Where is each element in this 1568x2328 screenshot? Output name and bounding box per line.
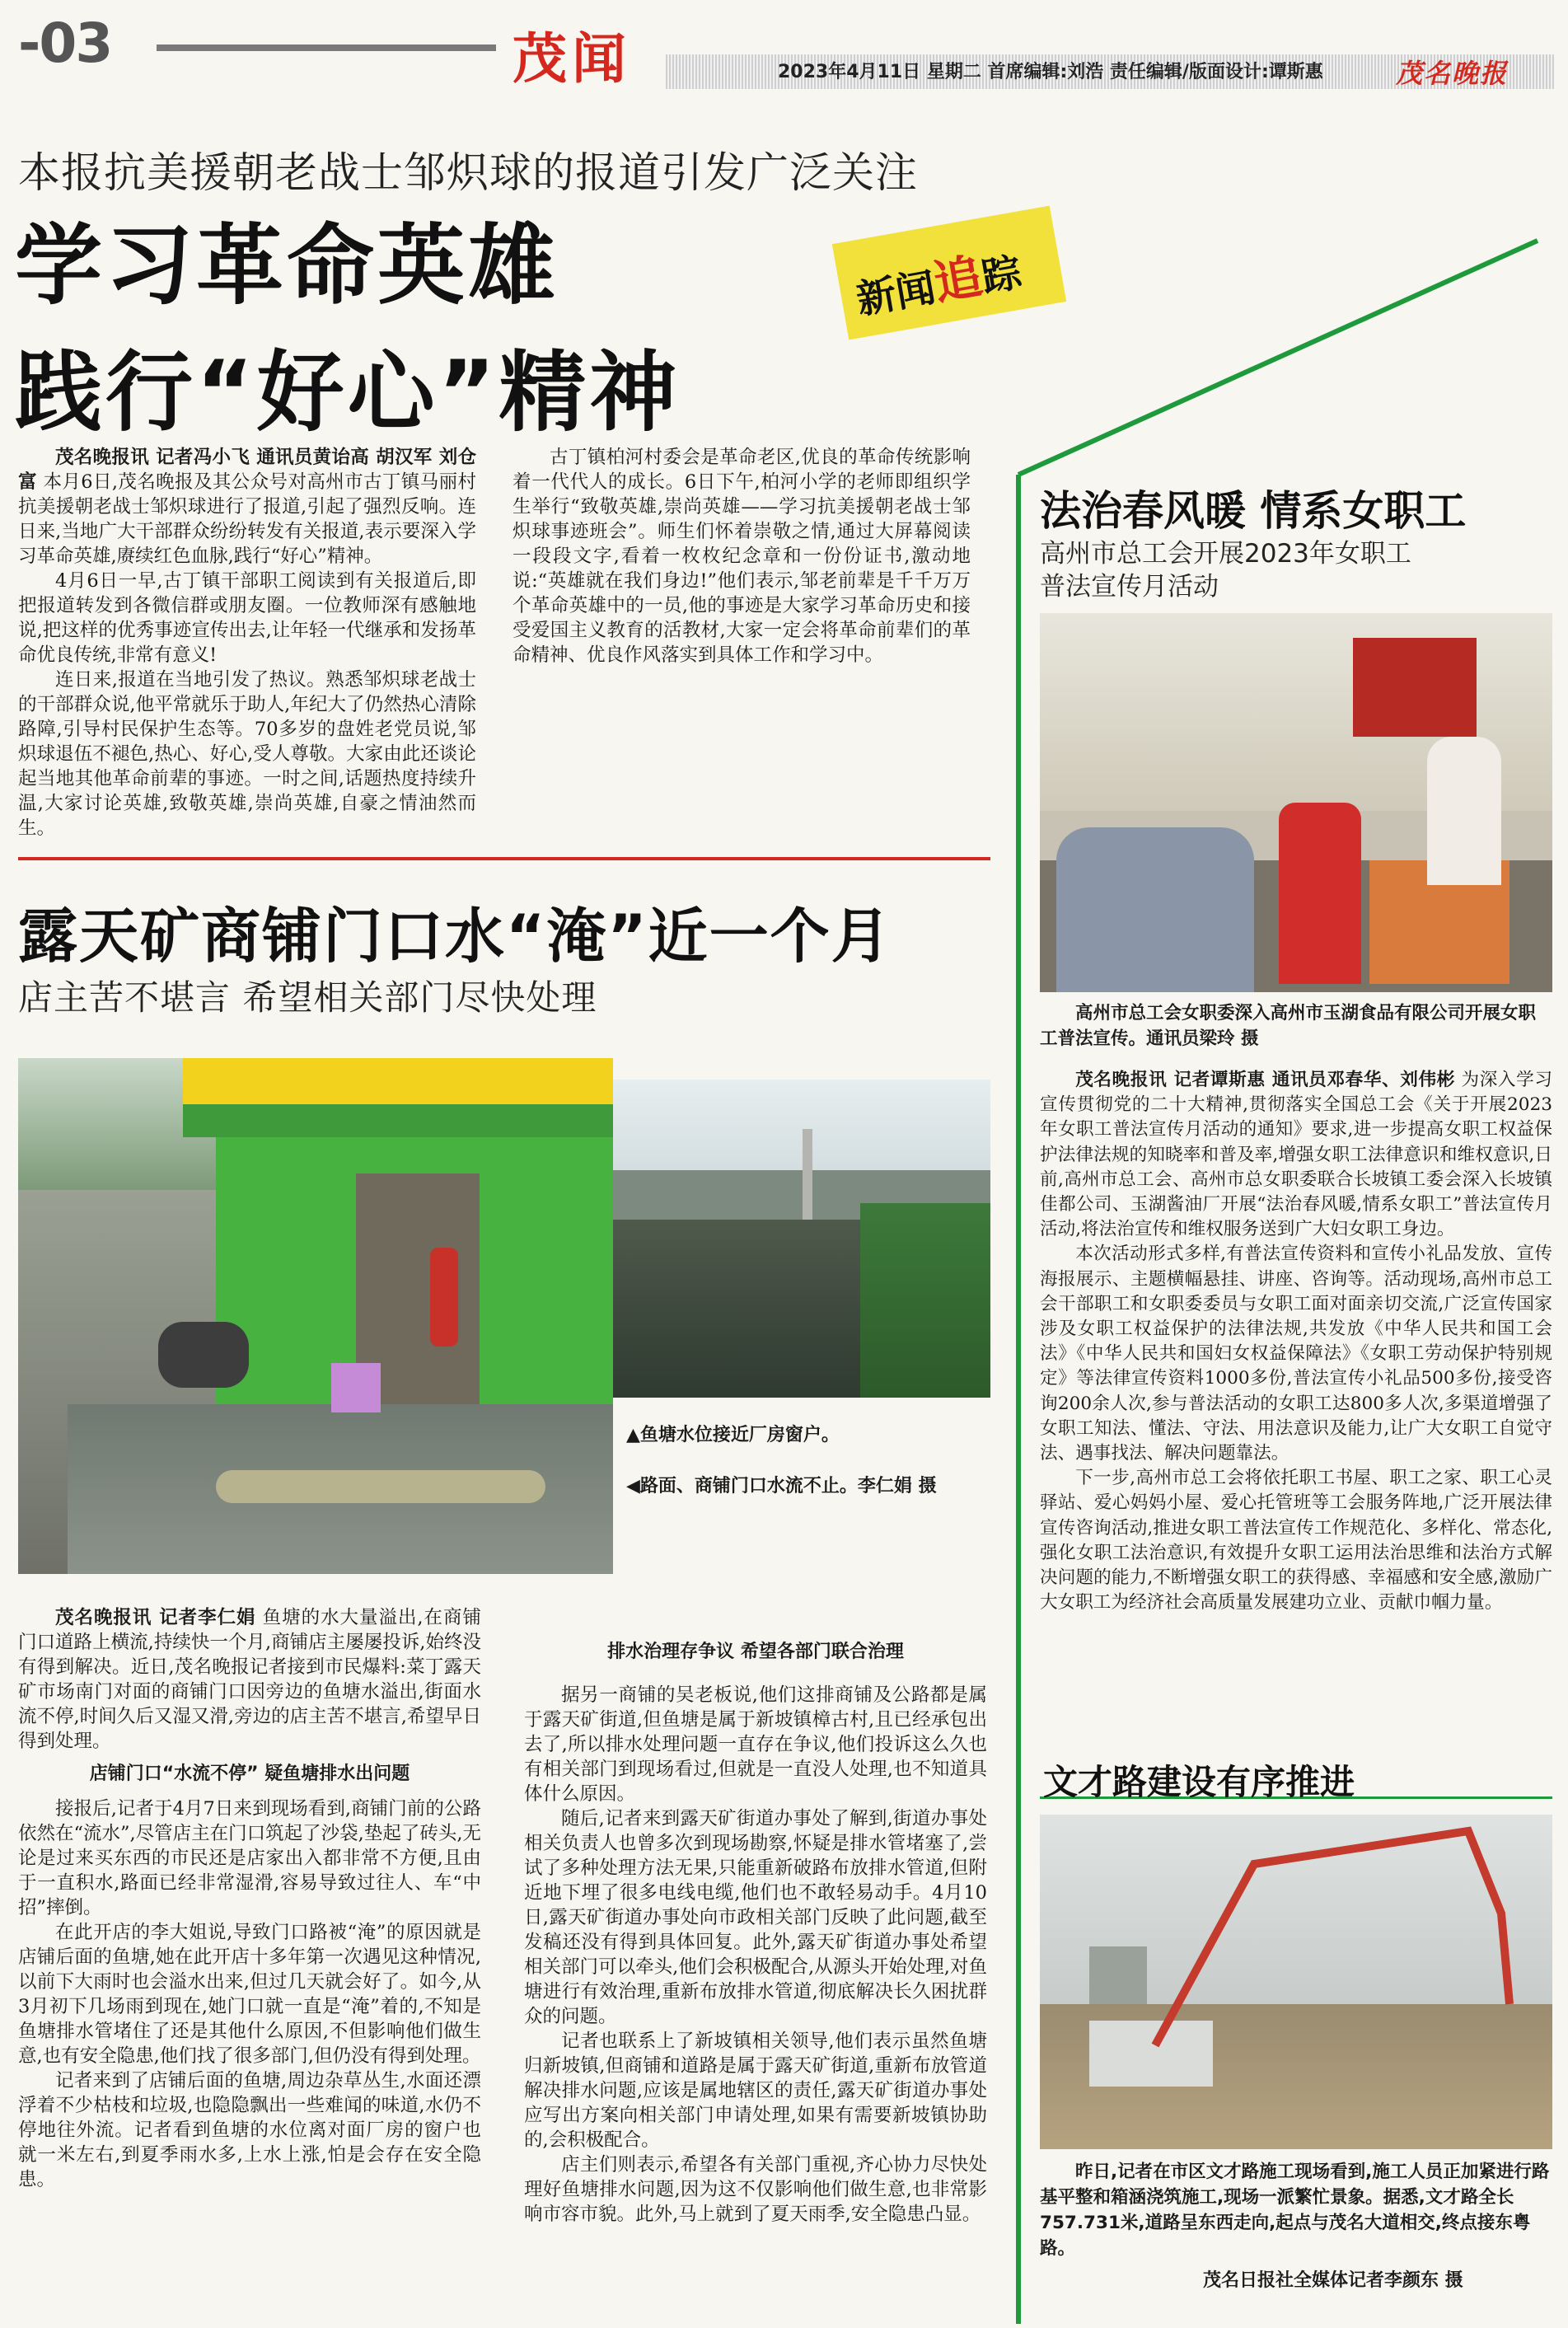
- story2-para-7: 记者也联系上了新坡镇相关领导,他们表示虽然鱼塘归新坡镇,但商铺和道路是属于露天矿街道,重新布放管道解决排水问题,应该是属地辖区的责任,露天矿街道办事处应写出方案向相关部门申请处理,如果有需要新坡镇协助的,会积极配合。: [524, 2031, 987, 2151]
- story2-subhead: 店主苦不堪言 希望相关部门尽快处理: [18, 977, 597, 1018]
- story2-para-3: 在此开店的李大姐说,导致门口路被“淹”的原因就是店铺后面的鱼塘,她在此开店十多年第一次遇见这种情况,以前下大雨时也会溢水出来,但过几天就会好了。如今,从3月初下几场雨到现在,她门口就一直是“淹”着的,不知是鱼塘排水管堵住了还是其他什么原因,不但影响他们做生意,也有安全隐患,他们找了很多部门,但仍没有得到处理。: [18, 1922, 481, 2067]
- story2-para-1: 鱼塘的水大量溢出,在商铺门口道路上横流,持续快一个月,商铺店主屡屡投诉,始终没有得到解决。近日,茂名晚报记者接到市民爆料:菜丁露天矿市场南门对面的商铺门口因旁边的鱼塘水溢出,街面水流不停,时间久后又湿又滑,旁边的店主苦不堪言,希望早日得到处理。: [18, 1607, 481, 1752]
- story2-byline: 茂名晚报讯 记者李仁娟: [55, 1607, 256, 1628]
- street-flood-photo: [18, 1058, 613, 1574]
- road-construction-photo: [1040, 1815, 1552, 2149]
- story1-headline-1: 学习革命英雄: [15, 215, 559, 316]
- story1-headline-2: 践行“好心”精神: [15, 342, 681, 443]
- story3-byline: 茂名晚报讯 记者谭斯惠 通讯员邓春华、刘伟彬: [1075, 1070, 1455, 1090]
- story1-para-4: 古丁镇柏河村委会是革命老区,优良的革命传统影响着一代代人的成长。6日下午,柏河小学的老师即组织学生举行“致敬英雄,崇尚英雄——学习抗美援朝老战士邹炽球事迹班会”。师生们怀着崇敬之情,通过大屏幕阅读一段段文字,看着一枚枚纪念章和一份份证书,激动地说:“英雄就在我们身边!”他们表示,邹老前辈是千千万万个革命英雄中的一员,他的事迹是大家学习革命历史和接受爱国主义教育的活教材,大家一定会将革命前辈们的革命精神、优良作风落实到具体工作和学习中。: [513, 447, 971, 666]
- date-line: 2023年4月11日 星期二 首席编辑:刘浩 责任编辑/版面设计:谭斯惠: [778, 62, 1323, 82]
- story4-headline: 文才路建设有序推进: [1043, 1762, 1355, 1802]
- story2-photo-caption-1: ▲鱼塘水位接近厂房窗户。: [626, 1425, 840, 1445]
- story1-column-2: [513, 445, 971, 667]
- paper-logo: 茂名晚报: [1396, 58, 1509, 89]
- story3-subhead-1: 高州市总工会开展2023年女职工: [1040, 539, 1411, 569]
- red-divider: [18, 857, 990, 860]
- story2-para-8: 店主们则表示,希望各有关部门重视,齐心协力尽快处理好鱼塘排水问题,因为这不仅影响他们做生意,也非常影响市容市貌。此外,马上就到了夏天雨季,安全隐患凸显。: [524, 2154, 987, 2225]
- story1-para-2: 4月6日一早,古丁镇干部职工阅读到有关报道后,即把报道转发到各微信群或朋友圈。一位教师深有感触地说,把这样的优秀事迹宣传出去,让年轻一代继承和发扬革命优良传统,非常有意义!: [18, 570, 476, 666]
- story2-column-1: [18, 1605, 481, 2192]
- story3-subhead-2: 普法宣传月活动: [1040, 572, 1219, 602]
- story2-para-5: 据另一商铺的吴老板说,他们这排商铺及公路都是属于露天矿街道,但鱼塘是属于新坡镇樟古村,且已经承包出去了,所以排水处理问题一直存在争议,他们投诉这么久也有相关部门到现场看过,但就是一直没人处理,也不知道具体什么原因。: [524, 1684, 987, 1805]
- section-logo-text: 茂闻: [513, 26, 631, 91]
- story2-para-4: 记者来到了店铺后面的鱼塘,周边杂草丛生,水面还漂浮着不少枯枝和垃圾,也隐隐飘出一些难闻的味道,水仍不停地往外流。记者看到鱼塘的水位离对面厂房的窗户也就一米左右,到夏季雨水多,上水上涨,怕是会存在安全隐患。: [18, 2070, 481, 2190]
- story2-column-2: [524, 1640, 987, 2227]
- story2-headline: 露天矿商铺门口水“淹”近一个月: [18, 902, 892, 971]
- badge-text-pre: 新闻: [853, 264, 939, 324]
- story1-kicker: 本报抗美援朝老战士邹炽球的报道引发广泛关注: [18, 149, 919, 198]
- story3-para-1: 为深入学习宣传贯彻党的二十大精神,贯彻落实全国总工会《关于开展2023年女职工普法宣传月活动的通知》要求,进一步提高女职工权益保护法律法规的知晓率和普及率,增强女职工法律意识和维权意识,日前,高州市总工会、高州市总女职委联合长坡镇工委会深入长坡镇佳都公司、玉湖酱油厂开展“法治春风暖,情系女职工”普法宣传月活动,将法治宣传和维权服务送到广大妇女职工身边。: [1040, 1070, 1552, 1240]
- women-workers-photo: [1040, 613, 1552, 992]
- story3-body: [1040, 1068, 1552, 1615]
- badge-text-post: 踪: [978, 249, 1026, 302]
- story1-para-1: 本月6日,茂名晚报及其公众号对高州市古丁镇马丽村抗美援朝老战士邹炽球进行了报道,引起了强烈反响。连日来,当地广大干部群众纷纷转发有关报道,表示要深入学习革命英雄,赓续红色血脉,践行“好心”精神。: [18, 471, 476, 567]
- badge-text-accent: 追: [929, 247, 987, 311]
- story2-subhead-2: 排水治理存争议 希望各部门联合治理: [607, 1642, 904, 1662]
- story2-subhead-1: 店铺门口“水流不停” 疑鱼塘排水出问题: [89, 1764, 410, 1784]
- story1-byline: 茂名晚报讯 记者冯小飞 通讯员黄诒高 胡汉军 刘仓富: [18, 447, 476, 493]
- story1-column-1: [18, 445, 477, 839]
- page-number: -03: [18, 12, 112, 75]
- story3-para-3: 下一步,高州市总工会将依托职工书屋、职工之家、职工心灵驿站、爱心妈妈小屋、爱心托管班等工会服务阵地,广泛开展法律宣传咨询活动,推进女职工普法宣传工作规范化、多样化、常态化,强化女职工法治意识,有效提升女职工运用法治思维和法治方式解决问题的能力,不断增强女职工的获得感、幸福感和安全感,激励广大女职工为经济社会高质量发展建功立业、贡献巾帼力量。: [1040, 1468, 1552, 1614]
- story3-photo-caption: 高州市总工会女职委深入高州市玉湖食品有限公司开展女职工普法宣传。通讯员梁玲 摄: [1040, 1003, 1537, 1049]
- story2-para-2: 接报后,记者于4月7日来到现场看到,商铺门前的公路依然在“流水”,尽管店主在门口筑起了沙袋,垫起了砖头,无论是过来买东西的市民还是店家出入都非常不方便,且由于一直积水,路面已经非常湿滑,容易导致过往人、车“中招”摔倒。: [18, 1798, 481, 1918]
- story4-caption: 昨日,记者在市区文才路施工现场看到,施工人员正加紧进行路基平整和箱涵浇筑施工,现场一派繁忙景象。据悉,文才路全长757.731米,道路呈东西走向,起点与茂名大道相交,终点接东粤路。: [1040, 2162, 1550, 2259]
- story1-para-3: 连日来,报道在当地引发了热议。熟悉邹炽球老战士的干部群众说,他平常就乐于助人,年纪大了仍然热心清除路障,引导村民保护生态等。70多岁的盘姓老党员说,邹炽球退伍不褪色,热心、好心,受人尊敬。大家由此还谈论起当地其他革命前辈的事迹。一时之间,话题热度持续升温,大家讨论英雄,致敬英雄,崇尚英雄,自豪之情油然而生。: [18, 669, 477, 839]
- story3-headline: 法治春风暖 情系女职工: [1040, 487, 1467, 535]
- story4-credit: 茂名日报社全媒体记者李颜东 摄: [1203, 2270, 1463, 2291]
- story3-para-2: 本次活动形式多样,有普法宣传资料和宣传小礼品发放、宣传海报展示、主题横幅悬挂、讲座、咨询等。活动现场,高州市总工会干部职工和女职委委员与女职工面对面亲切交流,广泛宣传国家涉及女职工权益保护的法律法规,共发放《中华人民共和国工会法》《中华人民共和国妇女权益保障法》《女职工劳动保护特别规定》等法律宣传资料1000多份,普法宣传小礼品500多份,接受咨询200余人次,参与普法活动的女职工达800多人次,多渠道增强了女职工知法、懂法、守法、用法意识及能力,让广大女职工自觉守法、遇事找法、解决问题靠法。: [1040, 1244, 1552, 1464]
- story2-para-6: 随后,记者来到露天矿街道办事处了解到,街道办事处相关负责人也曾多次到现场勘察,怀疑是排水管堵塞了,尝试了多种处理方法无果,只能重新破路布放排水管道,但附近地下埋了很多电线电缆,他们也不敢轻易动手。4月10日,露天矿街道办事处向市政相关部门反映了此问题,截至发稿还没有得到具体回复。此外,露天矿街道办事处希望相关部门可以牵头,他们会积极配合,从源头开始处理,对鱼塘进行有效治理,重新布放排水管道,彻底解决长久困扰群众的问题。: [524, 1808, 987, 2027]
- story2-photo-caption-2: ◀路面、商铺门口水流不止。李仁娟 摄: [626, 1476, 937, 1497]
- fish-pond-photo: [613, 1080, 990, 1398]
